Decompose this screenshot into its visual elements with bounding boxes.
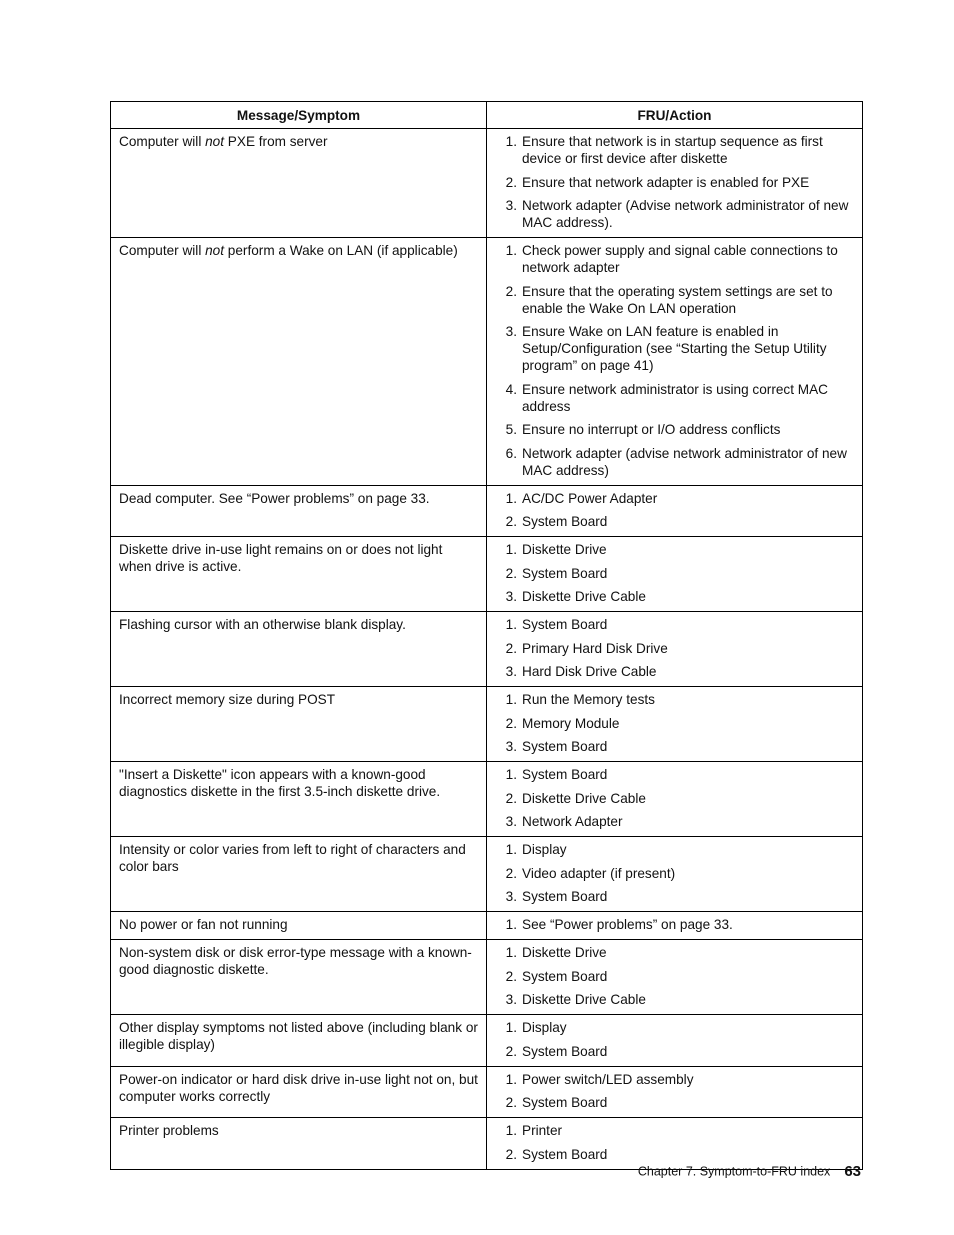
action-text: System Board xyxy=(522,968,608,984)
action-text: Printer xyxy=(522,1123,563,1138)
action-number: 2. xyxy=(505,514,517,529)
action-number: 1. xyxy=(505,542,517,557)
action-cell xyxy=(487,687,863,762)
action-number: 2. xyxy=(505,1146,517,1162)
header-fru-action: FRU/Action xyxy=(487,102,863,129)
action-cell xyxy=(487,912,863,940)
action-number: 4. xyxy=(505,381,517,397)
action-text: Diskette Drive Cable xyxy=(522,790,646,806)
action-item xyxy=(499,1146,852,1163)
symptom-text: "Insert a Diskette" icon appears with a known-good diagnostics diskette in the first 3.5-inch diskette drive. xyxy=(119,767,441,799)
action-number: 6. xyxy=(505,445,517,461)
action-list xyxy=(499,766,852,830)
action-cell xyxy=(487,1015,863,1067)
action-list xyxy=(499,133,852,231)
action-item xyxy=(499,174,852,191)
action-item xyxy=(499,715,852,732)
action-number: 3. xyxy=(505,992,517,1007)
action-cell xyxy=(487,837,863,912)
action-number: 2. xyxy=(505,1095,517,1110)
action-text: Network Adapter xyxy=(522,814,623,829)
action-item xyxy=(499,1094,852,1111)
symptom-cell xyxy=(111,912,487,940)
table-header-row xyxy=(111,102,863,129)
action-item xyxy=(499,242,852,276)
symptom-cell xyxy=(111,238,487,486)
action-item xyxy=(499,283,852,317)
action-item xyxy=(499,991,852,1008)
table-row xyxy=(111,1015,863,1067)
action-text: Video adapter (if present) xyxy=(522,865,676,881)
symptom-cell xyxy=(111,612,487,687)
action-number: 1. xyxy=(505,692,517,707)
action-text: System Board xyxy=(522,1095,608,1110)
action-list xyxy=(499,541,852,605)
symptom-cell xyxy=(111,537,487,612)
action-text: Diskette Drive xyxy=(522,542,607,557)
table-row xyxy=(111,485,863,537)
action-cell xyxy=(487,612,863,687)
action-cell xyxy=(487,485,863,537)
action-item xyxy=(499,565,852,582)
action-list xyxy=(499,616,852,680)
table-row xyxy=(111,612,863,687)
action-number: 2. xyxy=(505,790,517,806)
symptom-text: Non-system disk or disk error-type message with a known-good diagnostic diskette. xyxy=(119,945,472,977)
table-row xyxy=(111,1066,863,1118)
action-list xyxy=(499,1122,852,1163)
action-item xyxy=(499,738,852,755)
action-cell xyxy=(487,238,863,486)
action-item xyxy=(499,1071,852,1088)
action-cell xyxy=(487,129,863,238)
action-item xyxy=(499,197,852,231)
action-list xyxy=(499,242,852,479)
action-cell xyxy=(487,1118,863,1170)
action-item xyxy=(499,490,852,507)
symptom-cell xyxy=(111,485,487,537)
symptom-cell xyxy=(111,1066,487,1118)
action-number: 1. xyxy=(505,1123,517,1138)
action-text: Ensure no interrupt or I/O address conflicts xyxy=(522,422,781,437)
action-list xyxy=(499,1019,852,1060)
action-item xyxy=(499,813,852,830)
action-item xyxy=(499,616,852,633)
action-text: Network adapter (advise network administrator of new MAC address) xyxy=(522,445,847,478)
action-number: 3. xyxy=(505,739,517,754)
action-list xyxy=(499,490,852,531)
table-row xyxy=(111,762,863,837)
action-text: Diskette Drive Cable xyxy=(522,992,646,1007)
action-item xyxy=(499,790,852,807)
action-number: 2. xyxy=(505,865,517,881)
action-item xyxy=(499,691,852,708)
action-number: 1. xyxy=(505,617,517,632)
action-number: 1. xyxy=(505,917,517,932)
table-row xyxy=(111,1118,863,1170)
action-text: System Board xyxy=(522,889,608,904)
action-text: Check power supply and signal cable connections to network adapter xyxy=(522,243,838,275)
action-item xyxy=(499,588,852,605)
action-text: Display xyxy=(522,1020,567,1035)
page-number: 63 xyxy=(844,1163,861,1180)
action-item xyxy=(499,133,852,167)
action-number: 3. xyxy=(505,814,517,829)
action-number: 3. xyxy=(505,889,517,904)
chapter-title: Chapter 7. Symptom-to-FRU index xyxy=(637,1164,831,1179)
action-number: 2. xyxy=(505,283,517,299)
symptom-text: Dead computer. See “Power problems” on page 33. xyxy=(119,490,430,506)
action-number: 2. xyxy=(505,1043,517,1059)
action-text: AC/DC Power Adapter xyxy=(522,490,658,506)
action-item xyxy=(499,541,852,558)
action-text: Ensure Wake on LAN feature is enabled in Setup/Configuration (see “Starting the Setup Utility program” on page 41) xyxy=(522,324,827,373)
action-item xyxy=(499,1043,852,1060)
table-row xyxy=(111,129,863,238)
action-text: System Board xyxy=(522,739,608,754)
symptom-text: Printer problems xyxy=(119,1123,219,1138)
action-number: 1. xyxy=(505,767,517,782)
action-list xyxy=(499,691,852,755)
symptom-text: No power or fan not running xyxy=(119,917,288,932)
symptom-text: PXE from server xyxy=(224,134,328,149)
table-row xyxy=(111,837,863,912)
action-text: Display xyxy=(522,842,567,857)
action-number: 3. xyxy=(505,324,517,339)
action-number: 2. xyxy=(505,715,517,731)
action-number: 1. xyxy=(505,1020,517,1035)
symptom-text: Other display symptoms not listed above (including blank or illegible display) xyxy=(119,1020,478,1052)
action-item xyxy=(499,323,852,374)
symptom-cell xyxy=(111,1118,487,1170)
action-list xyxy=(499,841,852,905)
action-number: 1. xyxy=(505,842,517,857)
action-text: System Board xyxy=(522,617,608,632)
action-text: Ensure that network is in startup sequence as first device or first device after diskette xyxy=(522,134,823,166)
symptom-text: Flashing cursor with an otherwise blank display. xyxy=(119,617,406,632)
action-text: Primary Hard Disk Drive xyxy=(522,640,668,656)
symptom-fru-table xyxy=(110,101,863,1170)
table-row xyxy=(111,912,863,940)
action-text: Power switch/LED assembly xyxy=(522,1071,694,1087)
symptom-text: Diskette drive in-use light remains on or does not light when drive is active. xyxy=(119,542,443,574)
action-number: 3. xyxy=(505,589,517,604)
action-list xyxy=(499,944,852,1008)
symptom-text: Computer will xyxy=(119,134,206,149)
table-row xyxy=(111,940,863,1015)
symptom-cell xyxy=(111,762,487,837)
symptom-text: perform a Wake on LAN (if applicable) xyxy=(224,243,458,258)
action-item xyxy=(499,944,852,961)
action-item xyxy=(499,968,852,985)
action-cell xyxy=(487,762,863,837)
action-number: 1. xyxy=(505,134,517,149)
action-number: 5. xyxy=(505,422,517,437)
table-body xyxy=(111,129,863,1170)
action-number: 1. xyxy=(505,243,517,258)
action-item xyxy=(499,841,852,858)
action-number: 2. xyxy=(505,640,517,656)
symptom-cell xyxy=(111,687,487,762)
action-number: 3. xyxy=(505,664,517,679)
action-text: Diskette Drive xyxy=(522,945,607,960)
action-text: Run the Memory tests xyxy=(522,692,655,707)
action-item xyxy=(499,445,852,479)
action-text: Network adapter (Advise network administrator of new MAC address). xyxy=(522,198,849,230)
action-number: 2. xyxy=(505,565,517,581)
action-text: See “Power problems” on page 33. xyxy=(522,917,733,932)
symptom-text: Intensity or color varies from left to right of characters and color bars xyxy=(119,842,466,874)
action-text: System Board xyxy=(522,565,608,581)
action-cell xyxy=(487,1066,863,1118)
action-item xyxy=(499,1122,852,1139)
action-cell xyxy=(487,537,863,612)
action-number: 1. xyxy=(505,945,517,960)
action-text: System Board xyxy=(522,767,608,782)
action-item xyxy=(499,421,852,438)
symptom-cell xyxy=(111,1015,487,1067)
action-list xyxy=(499,916,852,933)
action-text: Memory Module xyxy=(522,715,620,731)
action-text: System Board xyxy=(522,1146,608,1162)
action-text: Ensure that network adapter is enabled for PXE xyxy=(522,174,810,190)
action-text: Diskette Drive Cable xyxy=(522,589,646,604)
action-text: Hard Disk Drive Cable xyxy=(522,664,657,679)
action-number: 3. xyxy=(505,198,517,213)
action-text: Ensure that the operating system settings are set to enable the Wake On LAN operation xyxy=(522,283,833,316)
symptom-text: Incorrect memory size during POST xyxy=(119,692,336,707)
page-footer xyxy=(638,1163,861,1180)
action-item xyxy=(499,640,852,657)
symptom-emphasis: not xyxy=(205,243,225,258)
action-item xyxy=(499,663,852,680)
action-item xyxy=(499,513,852,530)
symptom-cell xyxy=(111,837,487,912)
action-number: 1. xyxy=(505,490,517,506)
action-cell xyxy=(487,940,863,1015)
symptom-text: Power-on indicator or hard disk drive in-use light not on, but computer works correctly xyxy=(119,1071,478,1104)
action-item xyxy=(499,381,852,415)
symptom-cell xyxy=(111,940,487,1015)
action-item xyxy=(499,1019,852,1036)
symptom-cell xyxy=(111,129,487,238)
action-item xyxy=(499,865,852,882)
action-number: 2. xyxy=(505,174,517,190)
table-row xyxy=(111,537,863,612)
action-text: System Board xyxy=(522,514,608,529)
action-item xyxy=(499,766,852,783)
table-row xyxy=(111,687,863,762)
action-item xyxy=(499,916,852,933)
action-list xyxy=(499,1071,852,1112)
action-text: Ensure network administrator is using correct MAC address xyxy=(522,381,828,414)
table-row xyxy=(111,238,863,486)
action-number: 2. xyxy=(505,968,517,984)
action-number: 1. xyxy=(505,1071,517,1087)
action-text: System Board xyxy=(522,1043,608,1059)
symptom-emphasis: not xyxy=(205,134,225,149)
action-item xyxy=(499,888,852,905)
header-message-symptom: Message/Symptom xyxy=(111,102,487,129)
symptom-text: Computer will xyxy=(119,243,206,258)
